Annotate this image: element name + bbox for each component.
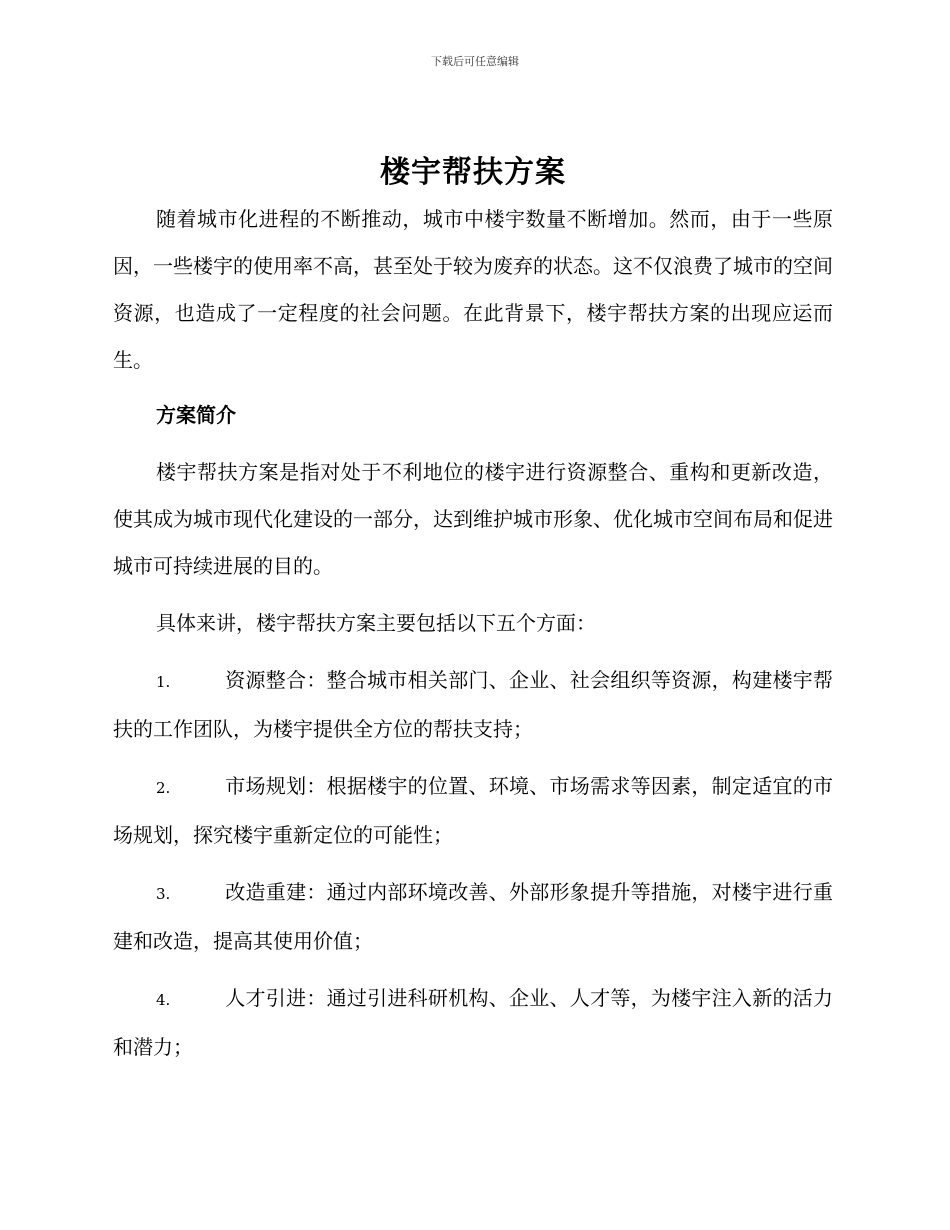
list-item-text: 人才引进：通过引进科研机构、企业、人才等，为楼宇注入新的活力和潜力； (113, 986, 833, 1059)
list-intro-paragraph: 具体来讲，楼宇帮扶方案主要包括以下五个方面： (156, 611, 596, 635)
list-item (113, 975, 833, 1071)
list-item-number: 4. (156, 991, 171, 1009)
list-item (113, 657, 833, 753)
list-item-text: 市场规划：根据楼宇的位置、环境、市场需求等因素，制定适宜的市场规划，探究楼宇重新定位的可能性； (113, 774, 833, 847)
list-item (113, 869, 833, 965)
document-body (113, 150, 833, 1071)
intro-paragraph: 随着城市化进程的不断推动，城市中楼宇数量不断增加。然而，由于一些原因，一些楼宇的使用率不高，甚至处于较为废弃的状态。这不仅浪费了城市的空间资源，也造成了一定程度的社会问题。在此背景下，楼宇帮扶方案的出现应运而生。 (113, 207, 833, 372)
list-item-number: 3. (156, 885, 171, 903)
list-item (113, 763, 833, 859)
list-item-number: 1. (156, 673, 171, 691)
document-title: 楼宇帮扶方案 (380, 155, 566, 190)
section-heading: 方案简介 (156, 403, 236, 427)
list-item-text: 资源整合：整合城市相关部门、企业、社会组织等资源，构建楼宇帮扶的工作团队，为楼宇提供全方位的帮扶支持； (113, 668, 833, 741)
list-item-number: 2. (156, 779, 171, 797)
list-item-text: 改造重建：通过内部环境改善、外部形象提升等措施，对楼宇进行重建和改造，提高其使用价值； (113, 880, 833, 953)
definition-paragraph: 楼宇帮扶方案是指对处于不利地位的楼宇进行资源整合、重构和更新改造，使其成为城市现代化建设的一部分，达到维护城市形象、优化城市空间布局和促进城市可持续进展的目的。 (113, 460, 833, 578)
header-note: 下载后可任意编辑 (431, 55, 519, 68)
